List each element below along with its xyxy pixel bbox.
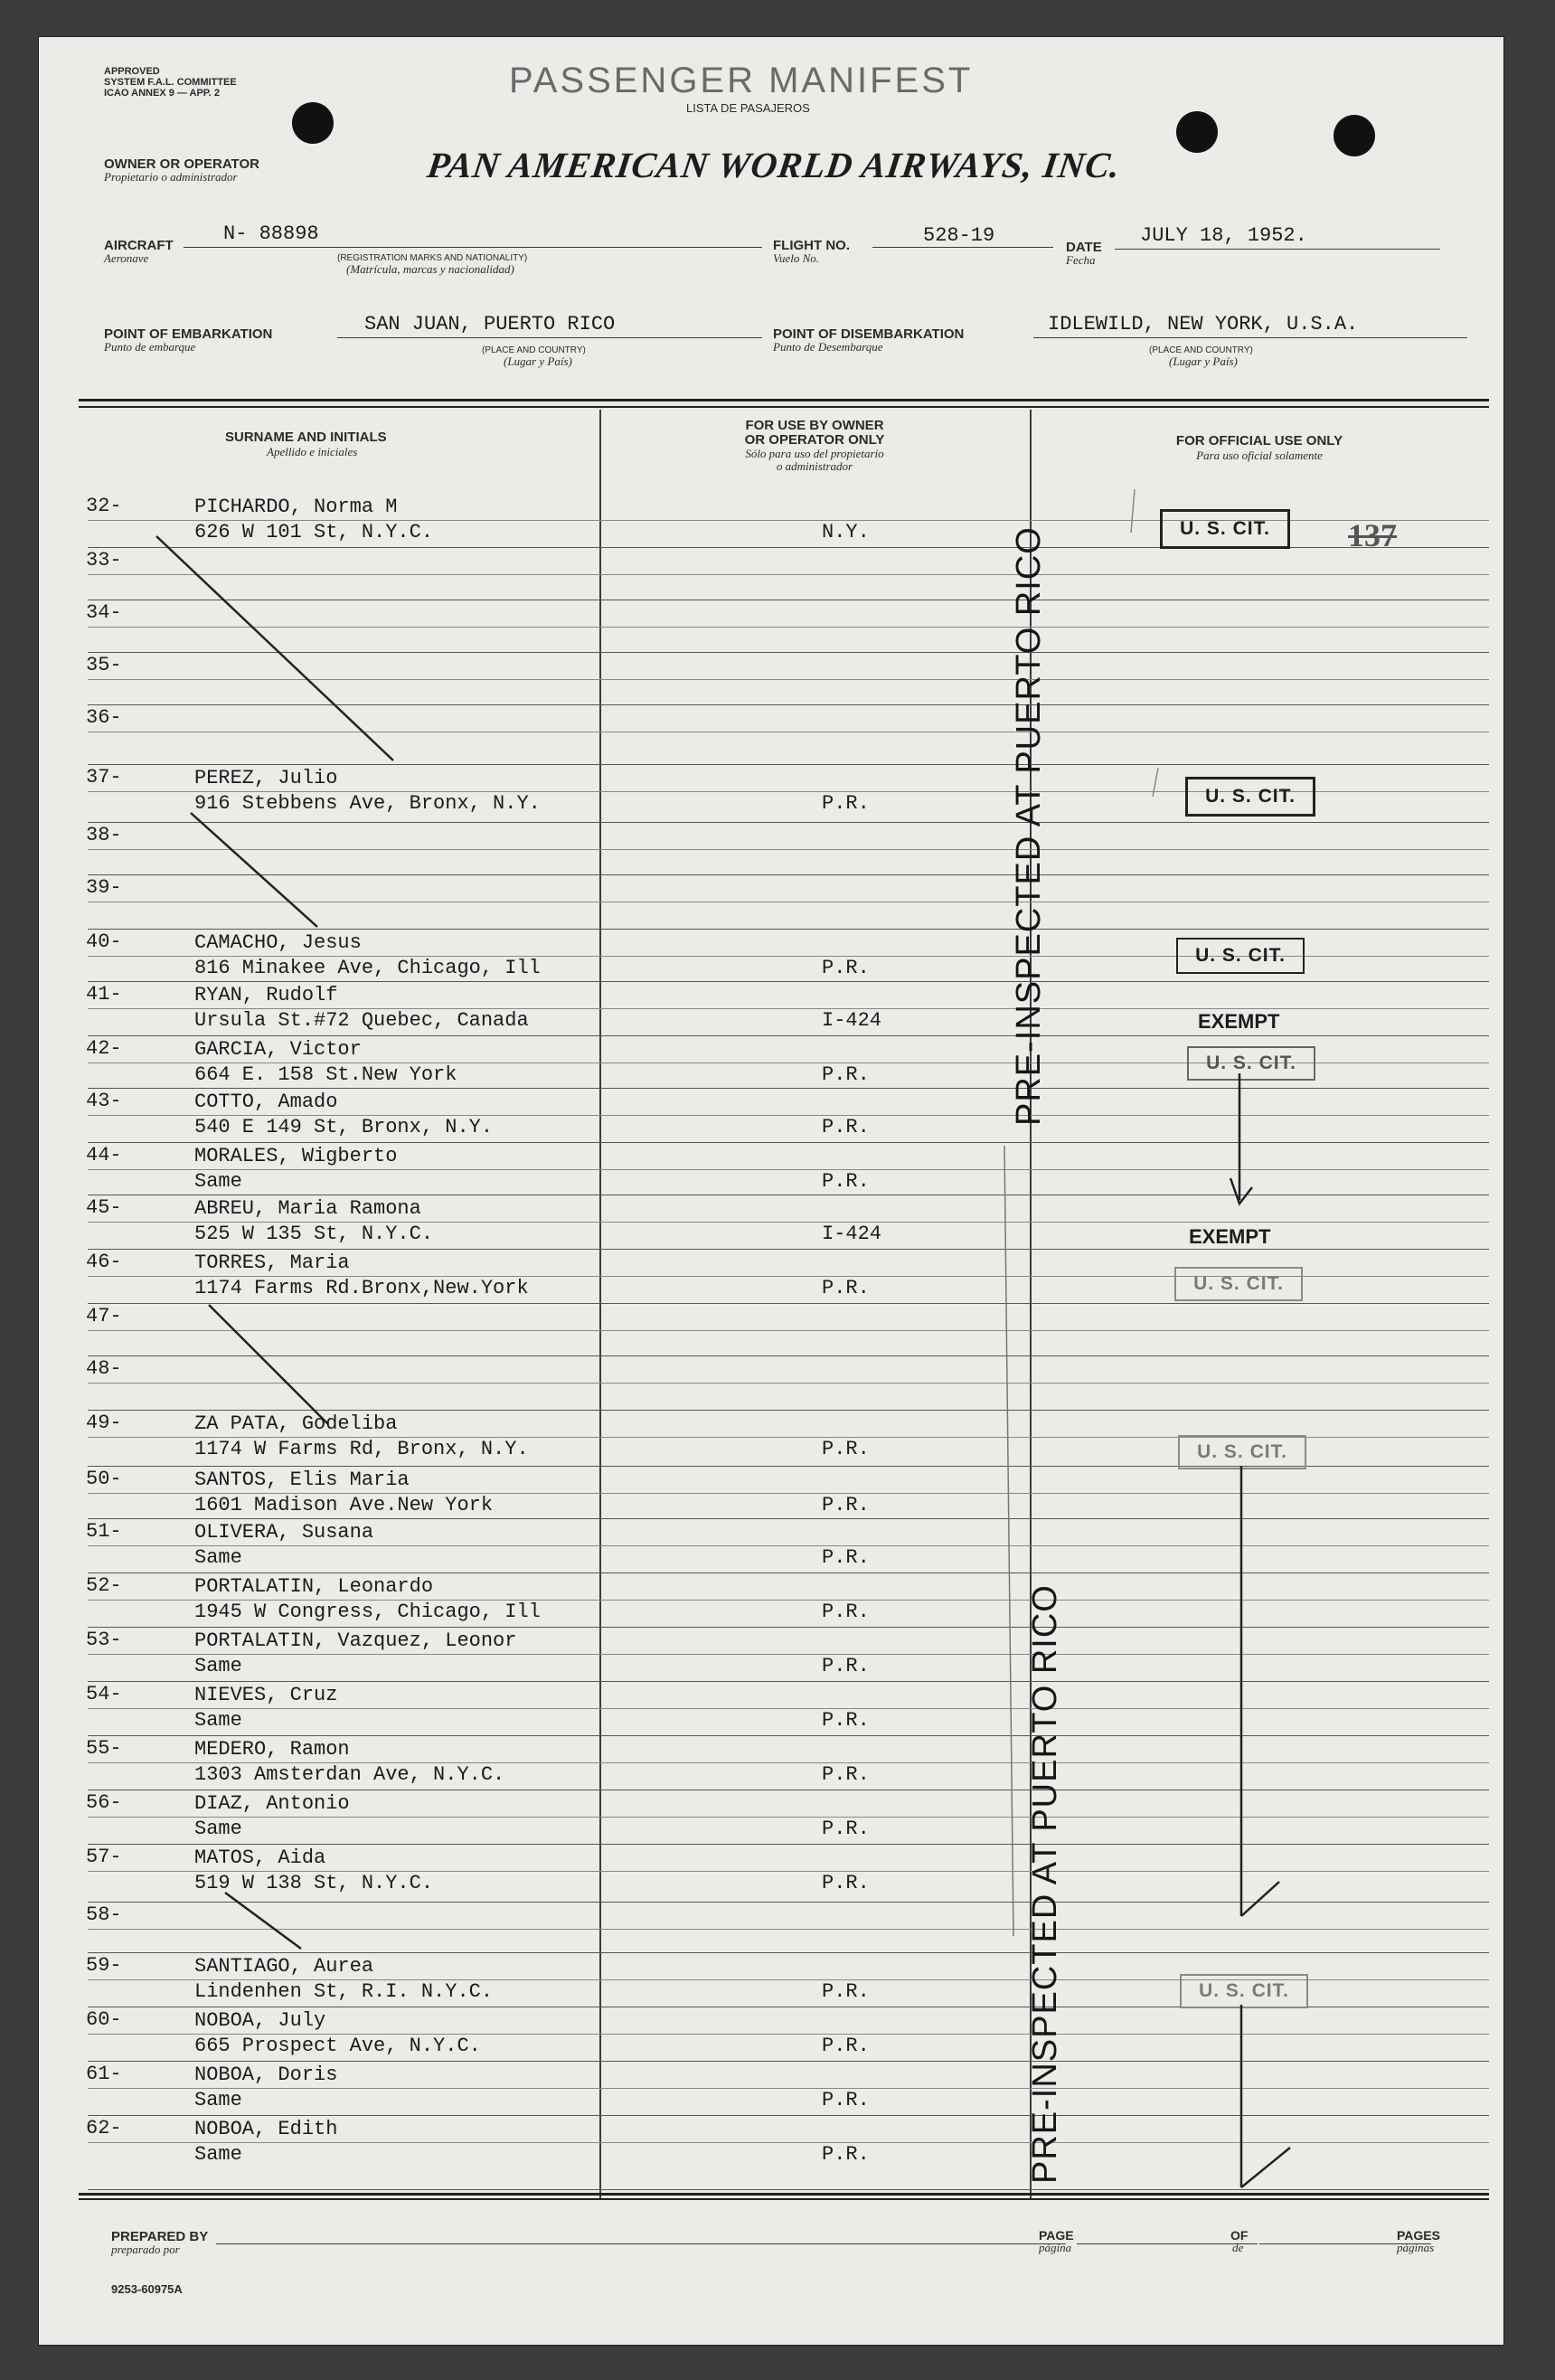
- row-number: 38-: [86, 824, 122, 846]
- flight-value: 528-19: [923, 224, 995, 247]
- row-number: 37-: [86, 766, 122, 789]
- passenger-name: CAMACHO, Jesus: [194, 931, 362, 954]
- row-number: 51-: [86, 1520, 122, 1543]
- row-number: 32-: [86, 495, 122, 517]
- aircraft-label-es: Aeronave: [104, 251, 149, 265]
- approval-block: APPROVED SYSTEM F.A.L. COMMITTEE ICAO ANNEX 9 — APP. 2: [104, 66, 237, 99]
- origin-code: P.R.: [822, 957, 870, 979]
- prepared-by-label-es: preparado por: [111, 2243, 180, 2256]
- row-number: 53-: [86, 1629, 122, 1651]
- date-value: JULY 18, 1952.: [1140, 224, 1307, 247]
- row-number: 36-: [86, 706, 122, 729]
- row-number: 47-: [86, 1305, 122, 1327]
- of-label-es: de: [1232, 2241, 1244, 2254]
- page-number-stamp: 137: [1348, 517, 1397, 553]
- origin-code: I-424: [822, 1009, 882, 1032]
- passenger-name: SANTOS, Elis Maria: [194, 1469, 410, 1491]
- disembark-label-es: Punto de Desembarque: [773, 340, 883, 354]
- passenger-name: COTTO, Amado: [194, 1091, 338, 1113]
- pages-label: PAGES: [1397, 2228, 1440, 2243]
- row-number: 58-: [86, 1903, 122, 1926]
- origin-code: P.R.: [822, 1170, 870, 1193]
- surname-header: SURNAME AND INITIALS: [225, 430, 387, 445]
- row-number: 60-: [86, 2008, 122, 2031]
- passenger-address: 525 W 135 St, N.Y.C.: [194, 1223, 434, 1245]
- owner-use-header: FOR USE BY OWNER OR OPERATOR ONLY: [744, 418, 885, 448]
- passenger-name: RYAN, Rudolf: [194, 984, 338, 1006]
- passenger-address: 626 W 101 St, N.Y.C.: [194, 521, 434, 543]
- field-line: [216, 2243, 1066, 2244]
- row-number: 57-: [86, 1846, 122, 1868]
- of-label: OF: [1230, 2228, 1249, 2243]
- origin-code: P.R.: [822, 1494, 870, 1516]
- passenger-name: TORRES, Maria: [194, 1251, 350, 1274]
- owner-label: OWNER OR OPERATOR: [104, 156, 259, 172]
- row-number: 33-: [86, 549, 122, 571]
- passenger-address: 665 Prospect Ave, N.Y.C.: [194, 2035, 481, 2057]
- row-number: 56-: [86, 1791, 122, 1814]
- date-label: DATE: [1066, 240, 1102, 255]
- row-number: 54-: [86, 1683, 122, 1705]
- flight-label: FLIGHT NO.: [773, 238, 850, 253]
- passenger-address: Same: [194, 1546, 242, 1569]
- passenger-name: NOBOA, July: [194, 2009, 326, 2032]
- preinspected-stamp: PRE-INSPECTED AT PUERTO RICO: [1026, 1584, 1064, 2184]
- row-number: 41-: [86, 983, 122, 1006]
- exempt-stamp: EXEMPT: [1198, 1010, 1280, 1033]
- operator-name: PAN AMERICAN WORLD AIRWAYS, INC.: [424, 145, 1124, 185]
- date-label-es: Fecha: [1066, 253, 1096, 267]
- row-number: 45-: [86, 1196, 122, 1219]
- row-number: 39-: [86, 876, 122, 899]
- passenger-name: NOBOA, Doris: [194, 2064, 338, 2086]
- origin-code: P.R.: [822, 1655, 870, 1677]
- passenger-address: Same: [194, 1170, 242, 1193]
- page-title: PASSENGER MANIFEST: [509, 61, 974, 100]
- field-line: [1077, 2243, 1258, 2244]
- owner-use-header-es: Sólo para uso del propietario o administrador: [745, 447, 884, 473]
- origin-code: P.R.: [822, 1438, 870, 1460]
- passenger-address: Same: [194, 1655, 242, 1677]
- origin-code: P.R.: [822, 2089, 870, 2111]
- passenger-address: 916 Stebbens Ave, Bronx, N.Y.: [194, 792, 541, 815]
- row-number: 35-: [86, 654, 122, 676]
- official-header-es: Para uso oficial solamente: [1196, 449, 1323, 462]
- origin-code: P.R.: [822, 1980, 870, 2003]
- origin-code: N.Y.: [822, 521, 870, 543]
- row-number: 61-: [86, 2063, 122, 2085]
- passenger-address: 1174 W Farms Rd, Bronx, N.Y.: [194, 1438, 529, 1460]
- flight-label-es: Vuelo No.: [773, 251, 820, 265]
- aircraft-label: AIRCRAFT: [104, 238, 174, 253]
- us-cit-stamp: U. S. CIT.: [1187, 1046, 1315, 1081]
- passenger-name: PORTALATIN, Leonardo: [194, 1575, 434, 1598]
- prepared-by-label: PREPARED BY: [111, 2229, 209, 2244]
- embark-label: POINT OF EMBARKATION: [104, 326, 273, 342]
- passenger-name: MATOS, Aida: [194, 1846, 326, 1869]
- page-label: PAGE: [1039, 2228, 1074, 2243]
- passenger-address: 664 E. 158 St.New York: [194, 1063, 457, 1086]
- origin-code: P.R.: [822, 1116, 870, 1138]
- origin-code: P.R.: [822, 1277, 870, 1299]
- origin-code: P.R.: [822, 1763, 870, 1786]
- passenger-name: MEDERO, Ramon: [194, 1738, 350, 1761]
- passenger-name: PEREZ, Julio: [194, 767, 338, 789]
- passenger-address: Ursula St.#72 Quebec, Canada: [194, 1009, 529, 1032]
- disembark-label: POINT OF DISEMBARKATION: [773, 326, 965, 342]
- embark-value: SAN JUAN, PUERTO RICO: [364, 313, 616, 335]
- passenger-address: 816 Minakee Ave, Chicago, Ill: [194, 957, 541, 979]
- origin-code: I-424: [822, 1223, 882, 1245]
- passenger-name: ZA PATA, Godeliba: [194, 1412, 398, 1435]
- us-cit-stamp: U. S. CIT.: [1180, 1974, 1308, 2008]
- form-number: 9253-60975A: [111, 2282, 183, 2296]
- passenger-name: SANTIAGO, Aurea: [194, 1955, 374, 1978]
- aircraft-value: N- 88898: [223, 222, 319, 245]
- row-number: 62-: [86, 2117, 122, 2139]
- origin-code: P.R.: [822, 1546, 870, 1569]
- manifest-sheet: [38, 36, 1504, 2346]
- row-number: 42-: [86, 1037, 122, 1060]
- origin-code: P.R.: [822, 2143, 870, 2166]
- official-header: FOR OFFICIAL USE ONLY: [1175, 433, 1343, 449]
- row-number: 34-: [86, 601, 122, 624]
- disembark-value: IDLEWILD, NEW YORK, U.S.A.: [1048, 313, 1359, 335]
- row-number: 49-: [86, 1412, 122, 1434]
- row-number: 43-: [86, 1090, 122, 1112]
- passenger-name: NIEVES, Cruz: [194, 1684, 338, 1706]
- origin-code: P.R.: [822, 792, 870, 815]
- row-number: 44-: [86, 1144, 122, 1166]
- place-note-es: (Lugar y País): [1169, 354, 1238, 368]
- registration-note: (REGISTRATION MARKS AND NATIONALITY): [337, 253, 528, 263]
- passenger-name: ABREU, Maria Ramona: [194, 1197, 421, 1220]
- passenger-name: DIAZ, Antonio: [194, 1792, 350, 1815]
- registration-note-es: (Matrícula, marcas y nacionalidad): [346, 262, 514, 276]
- origin-code: P.R.: [822, 1063, 870, 1086]
- us-cit-stamp: U. S. CIT.: [1176, 938, 1305, 974]
- row-number: 50-: [86, 1468, 122, 1490]
- passenger-address: 1945 W Congress, Chicago, Ill: [194, 1601, 541, 1623]
- place-note: (PLACE AND COUNTRY): [482, 345, 586, 355]
- passenger-address: Same: [194, 2089, 242, 2111]
- embark-label-es: Punto de embarque: [104, 340, 196, 354]
- passenger-name: PORTALATIN, Vazquez, Leonor: [194, 1629, 517, 1652]
- passenger-address: Same: [194, 2143, 242, 2166]
- preinspected-stamp: PRE-INSPECTED AT PUERTO RICO: [1010, 526, 1048, 1126]
- row-number: 59-: [86, 1954, 122, 1977]
- pages-label-es: páginas: [1397, 2241, 1435, 2254]
- passenger-name: OLIVERA, Susana: [194, 1521, 374, 1544]
- owner-label-es: Propietario o administrador: [104, 170, 238, 184]
- passenger-address: 1601 Madison Ave.New York: [194, 1494, 494, 1516]
- origin-code: P.R.: [822, 1872, 870, 1894]
- us-cit-stamp: U. S. CIT.: [1178, 1435, 1306, 1469]
- row-number: 55-: [86, 1737, 122, 1760]
- page-label-es: página: [1039, 2241, 1072, 2254]
- passenger-name: PICHARDO, Norma M: [194, 496, 398, 518]
- origin-code: P.R.: [822, 1709, 870, 1732]
- place-note-es: (Lugar y País): [504, 354, 572, 368]
- us-cit-stamp: U. S. CIT.: [1185, 777, 1315, 817]
- origin-code: P.R.: [822, 1818, 870, 1840]
- passenger-address: 519 W 138 St, N.Y.C.: [194, 1872, 434, 1894]
- row-number: 52-: [86, 1574, 122, 1597]
- page-title-es: LISTA DE PASAJEROS: [686, 101, 810, 115]
- us-cit-stamp: U. S. CIT.: [1160, 509, 1290, 549]
- passenger-address: 1303 Amsterdan Ave, N.Y.C.: [194, 1763, 505, 1786]
- origin-code: P.R.: [822, 2035, 870, 2057]
- passenger-name: GARCIA, Victor: [194, 1038, 362, 1061]
- row-number: 48-: [86, 1357, 122, 1380]
- surname-header-es: Apellido e iniciales: [267, 445, 358, 458]
- passenger-address: Same: [194, 1818, 242, 1840]
- passenger-address: Lindenhen St, R.I. N.Y.C.: [194, 1980, 494, 2003]
- row-number: 46-: [86, 1251, 122, 1273]
- passenger-address: 1174 Farms Rd.Bronx,New.York: [194, 1277, 529, 1299]
- origin-code: P.R.: [822, 1601, 870, 1623]
- row-number: 40-: [86, 930, 122, 953]
- passenger-name: MORALES, Wigberto: [194, 1145, 398, 1167]
- handwritten-marks: [39, 37, 1503, 2345]
- us-cit-stamp: U. S. CIT.: [1174, 1267, 1303, 1301]
- passenger-address: Same: [194, 1709, 242, 1732]
- place-note: (PLACE AND COUNTRY): [1149, 345, 1253, 355]
- passenger-address: 540 E 149 St, Bronx, N.Y.: [194, 1116, 494, 1138]
- exempt-stamp: EXEMPT: [1189, 1225, 1271, 1248]
- passenger-name: NOBOA, Edith: [194, 2118, 338, 2140]
